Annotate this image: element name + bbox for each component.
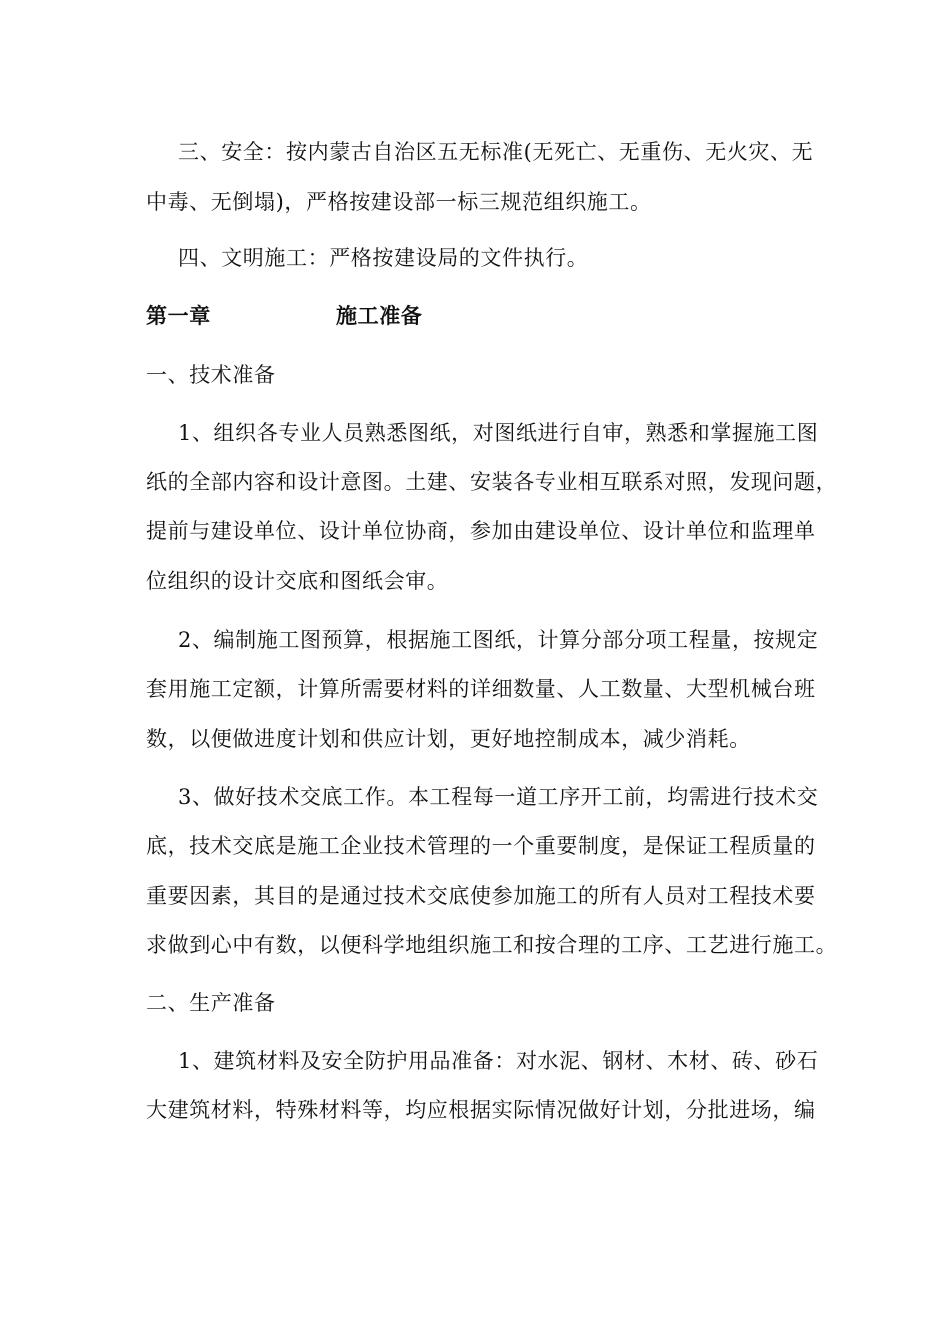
- tech-prep-item-2-line-2: 套用施工定额，计算所需要材料的详细数量、人工数量、大型机械台班: [146, 677, 816, 701]
- tech-prep-item-2-line-1: 2、编制施工图预算，根据施工图纸，计算分部分项工程量，按规定: [178, 628, 819, 652]
- production-prep-item-1-line-2: 大建筑材料，特殊材料等，均应根据实际情况做好计划，分批进场，编: [146, 1098, 816, 1122]
- tech-prep-item-3-line-4: 求做到心中有数，以便科学地组织施工和按合理的工序、工艺进行施工。: [146, 933, 838, 957]
- civilized-construction-paragraph: 四、文明施工：严格按建设局的文件执行。: [178, 246, 589, 270]
- tech-prep-item-3-line-1: 3、做好技术交底工作。本工程每一道工序开工前，均需进行技术交: [178, 785, 819, 809]
- tech-prep-item-3-line-3: 重要因素，其目的是通过技术交底使参加施工的所有人员对工程技术要: [146, 884, 816, 908]
- section-heading-tech-prep: 一、技术准备: [146, 363, 276, 387]
- tech-prep-item-2-line-3: 数，以便做进度计划和供应计划，更好地控制成本，减少消耗。: [146, 727, 751, 751]
- safety-paragraph-line-1: 三、安全：按内蒙古自治区五无标准(无死亡、无重伤、无火灾、无: [178, 140, 814, 164]
- production-prep-item-1-line-1: 1、建筑材料及安全防护用品准备：对水泥、钢材、木材、砖、砂石: [178, 1049, 819, 1073]
- tech-prep-item-3-line-2: 底，技术交底是施工企业技术管理的一个重要制度，是保证工程质量的: [146, 834, 816, 858]
- tech-prep-item-1-line-1: 1、组织各专业人员熟悉图纸，对图纸进行自审，熟悉和掌握施工图: [178, 421, 819, 445]
- safety-paragraph-line-2: 中毒、无倒塌)，严格按建设部一标三规范组织施工。: [146, 190, 652, 214]
- chapter-number: 第一章: [146, 304, 211, 328]
- tech-prep-item-1-line-2: 纸的全部内容和设计意图。土建、安装各专业相互联系对照，发现问题，: [146, 470, 838, 494]
- section-heading-production-prep: 二、生产准备: [146, 991, 276, 1015]
- chapter-title: 施工准备: [336, 304, 423, 328]
- tech-prep-item-1-line-4: 位组织的设计交底和图纸会审。: [146, 569, 449, 593]
- tech-prep-item-1-line-3: 提前与建设单位、设计单位协商，参加由建设单位、设计单位和监理单: [146, 519, 816, 543]
